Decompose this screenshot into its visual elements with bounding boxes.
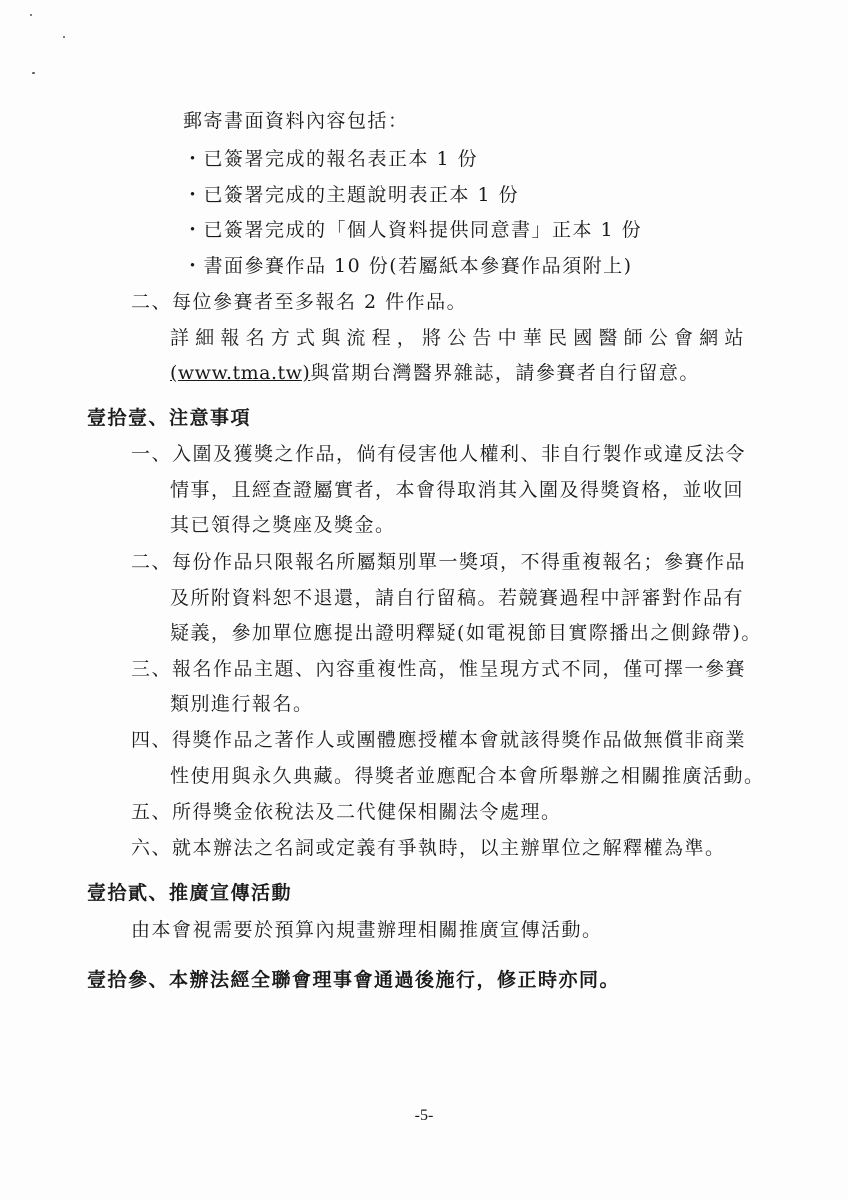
registration-detail-line	[170, 360, 700, 386]
note-point-4-line: 四、得獎作品之著作人或團體應授權本會就該得獎作品做無償非商業	[131, 729, 747, 751]
mail-item-consent-form: ・已簽署完成的「個人資料提供同意書」正本 1 份	[183, 219, 643, 241]
section-heading-notes: 壹拾壹、注意事項	[87, 407, 252, 429]
note-point-1-line: 一、入圍及獲獎之作品，倘有侵害他人權利、非自行製作或違反法令	[131, 443, 747, 465]
note-point-5-line: 五、所得獎金依稅法及二代健保相關法令處理。	[131, 801, 562, 823]
mail-item-topic-form: ・已簽署完成的主題說明表正本 1 份	[183, 184, 520, 206]
mail-item-registration-form: ・已簽署完成的報名表正本 1 份	[183, 148, 479, 170]
registration-detail-line: 詳細報名方式與流程，將公告中華民國醫師公會網站	[170, 327, 750, 349]
registration-detail-text: 與當期台灣醫界雜誌，請參賽者自行留意。	[310, 362, 700, 384]
note-point-2-line: 及所附資料恕不退還，請自行留稿。若競賽過程中評審對作品有	[170, 587, 745, 609]
note-point-4-line: 性使用與永久典藏。得獎者並應配合本會所舉辦之相關推廣活動。	[170, 765, 765, 787]
note-point-1-line: 其已領得之獎座及獎金。	[170, 514, 396, 536]
promotion-body: 由本會視需要於預算內規畫辦理相關推廣宣傳活動。	[131, 919, 603, 941]
section-heading-promotion: 壹拾貳、推廣宣傳活動	[87, 882, 293, 904]
note-point-1-line: 情事，且經查證屬實者，本會得取消其入圍及得獎資格，並收回	[170, 479, 745, 501]
section-heading-enactment: 壹拾參、本辦法經全聯會理事會通過後施行，修正時亦同。	[87, 969, 621, 991]
entry-limit-rule: 二、每位參賽者至多報名 2 件作品。	[131, 291, 468, 313]
note-point-2-line: 二、每份作品只限報名所屬類別單一獎項，不得重複報名；參賽作品	[131, 551, 747, 573]
note-point-6-line: 六、就本辦法之名詞或定義有爭執時，以主辦單位之解釋權為準。	[131, 837, 726, 859]
scan-speck	[63, 36, 65, 38]
note-point-2-line: 疑義，參加單位應提出證明釋疑(如電視節目實際播出之側錄帶)。	[170, 622, 762, 644]
note-point-3-line: 類別進行報名。	[170, 693, 314, 715]
tma-website-link[interactable]: (www.tma.tw)	[170, 362, 311, 384]
scan-speck	[30, 14, 32, 16]
scan-speck	[32, 72, 35, 74]
note-point-3-line: 三、報名作品主題、內容重複性高，惟呈現方式不同，僅可擇一參賽	[131, 658, 747, 680]
mail-item-paper-entries: ・書面參賽作品 10 份(若屬紙本參賽作品須附上)	[183, 255, 633, 277]
mail-contents-intro: 郵寄書面資料內容包括：	[183, 110, 409, 132]
page-number: -5-	[414, 1107, 434, 1124]
